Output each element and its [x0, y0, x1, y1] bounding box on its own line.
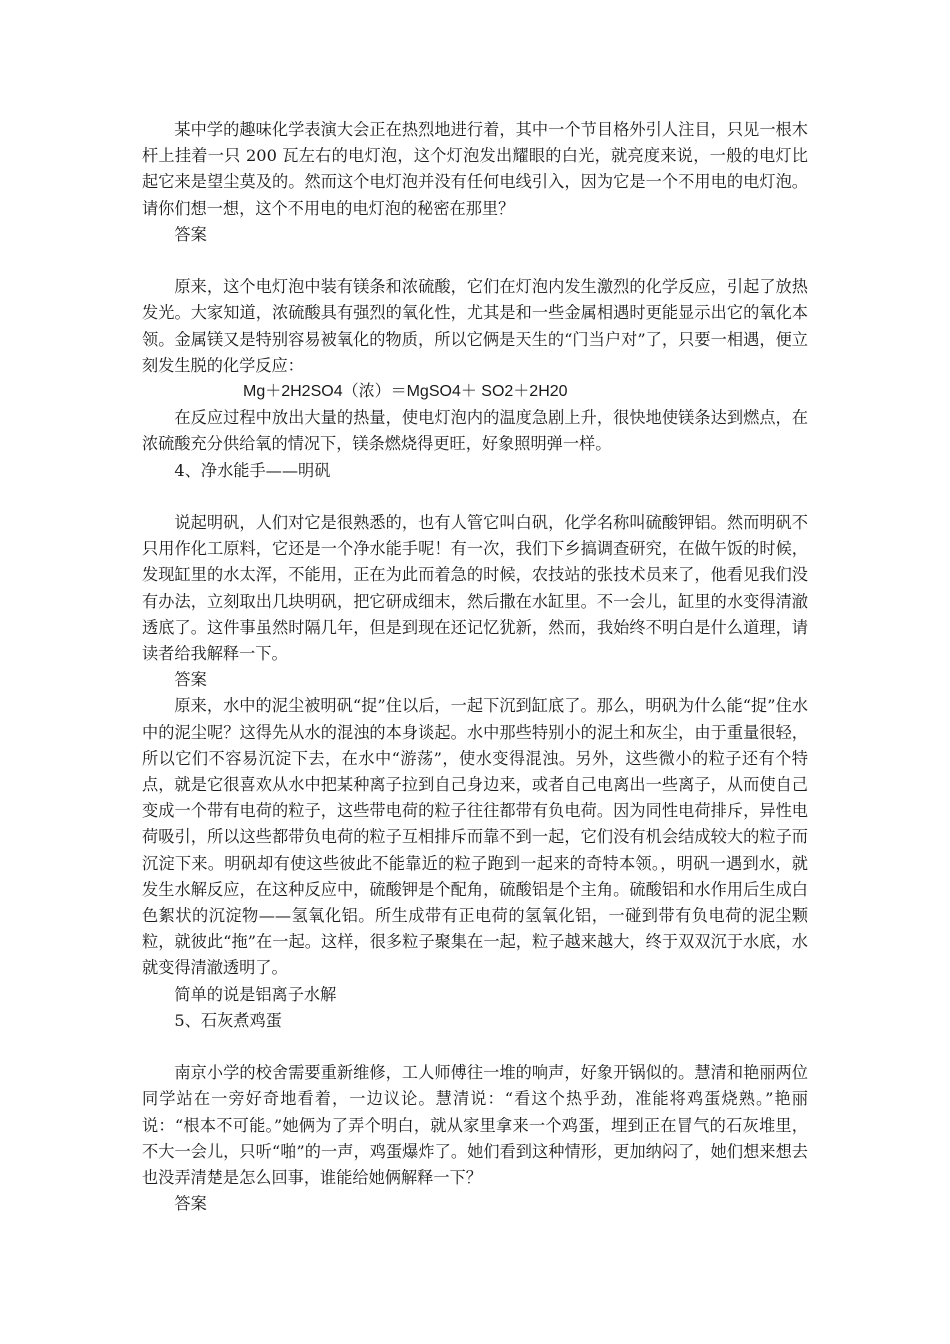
answer-label: 答案 [174, 670, 207, 690]
blank-line [142, 484, 808, 510]
lightbulb-question-paragraph: 某中学的趣味化学表演大会正在热烈地进行着，其中一个节目格外引人注目，只见一根木杆上挂着一只 200 瓦左右的电灯泡，这个灯泡发出耀眼的白光，就亮度来说，一般的电灯比起它来是望尘莫及的。然而这个电灯泡并没有任何电线引入，因为它是一个不用电的电灯泡。请你们想一想，这个不用电的电灯泡的秘密在那里？ [142, 120, 808, 218]
section-5-title: 5、石灰煮鸡蛋 [174, 1010, 282, 1030]
answer-label: 答案 [174, 1194, 207, 1214]
alum-question-paragraph: 说起明矾，人们对它是很熟悉的，也有人管它叫白矾，化学名称叫硫酸钾铝。然而明矾不只用作化工原料，它还是一个净水能手呢！有一次，我们下乡搞调查研究，在做午饭的时候，发现缸里的水太浑，不能用，正在为此而着急的时候，农技站的张技术员来了，他看见我们没有办法，立刻取出几块明矾，把它研成细末，然后撒在水缸里。不一会儿，缸里的水变得清澈透底了。这件事虽然时隔几年，但是到现在还记忆犹新，然而，我始终不明白是什么道理，请读者给我解释一下。 [142, 513, 808, 664]
blank-line [142, 1034, 808, 1060]
blank-line [142, 248, 808, 274]
chemical-equation: Mg＋2H2SO4（浓）＝MgSO4＋ SO2＋2H20 [243, 383, 568, 401]
lime-egg-question-paragraph: 南京小学的校舍需要重新维修，工人师傅往一堆的响声，好象开锅似的。慧清和艳丽两位同学站在一旁好奇地看着，一边议论。慧清说：“看这个热乎劲，准能将鸡蛋烧熟。”艳丽说：“根本不可能。”她俩为了弄个明白，就从家里拿来一个鸡蛋，埋到正在冒气的石灰堆里，不大一会儿，只听“啪”的一声，鸡蛋爆炸了。她们看到这种情形，更加纳闷了，她们想来想去也没弄清楚是怎么回事，谁能给她俩解释一下？ [142, 1063, 808, 1188]
alum-answer-paragraph: 原来，水中的泥尘被明矾“捉”住以后，一起下沉到缸底了。那么，明矾为什么能“捉”住水中的泥尘呢？这得先从水的混浊的本身谈起。水中那些特别小的泥土和灰尘，由于重量很轻，所以它们不容易沉淀下去，在水中“游荡”，使水变得混浊。另外，这些微小的粒子还有个特点，就是它很喜欢从水中把某种离子拉到自己身边来，或者自己电离出一些离子，从而使自己变成一个带有电荷的粒子，这些带电荷的粒子往往都带有负电荷。因为同性电荷排斥，异性电荷吸引，所以这些都带负电荷的粒子互相排斥而靠不到一起，它们没有机会结成较大的粒子而沉淀下来。明矾却有使这些彼此不能靠近的粒子跑到一起来的奇特本领。，明矾一遇到水，就发生水解反应，在这种反应中，硫酸钾是个配角，硫酸铝是个主角。硫酸铝和水作用后生成白色絮状的沉淀物——氢氧化铝。所生成带有正电荷的氢氧化铝，一碰到带有负电荷的泥尘颗粒，就彼此“拖”在一起。这样，很多粒子聚集在一起，粒子越来越大，终于双双沉于水底，水就变得清澈透明了。 [142, 696, 808, 978]
section-4-title: 4、净水能手——明矾 [174, 460, 331, 480]
lightbulb-answer-continued: 在反应过程中放出大量的热量，使电灯泡内的温度急剧上升，很快地使镁条达到燃点，在浓硫酸充分供给氧的情况下，镁条燃烧得更旺，好象照明弹一样。 [142, 408, 808, 454]
document-page [142, 117, 808, 1217]
alum-summary: 简单的说是铝离子水解 [174, 984, 337, 1004]
answer-label: 答案 [174, 224, 207, 244]
lightbulb-answer-paragraph: 原来，这个电灯泡中装有镁条和浓硫酸，它们在灯泡内发生激烈的化学反应，引起了放热发光。大家知道，浓硫酸具有强烈的氧化性，尤其是和一些金属相遇时更能显示出它的氧化本领。金属镁又是特别容易被氧化的物质，所以它俩是天生的“门当户对”了，只要一相遇，便立刻发生脱的化学反应： [142, 277, 808, 375]
